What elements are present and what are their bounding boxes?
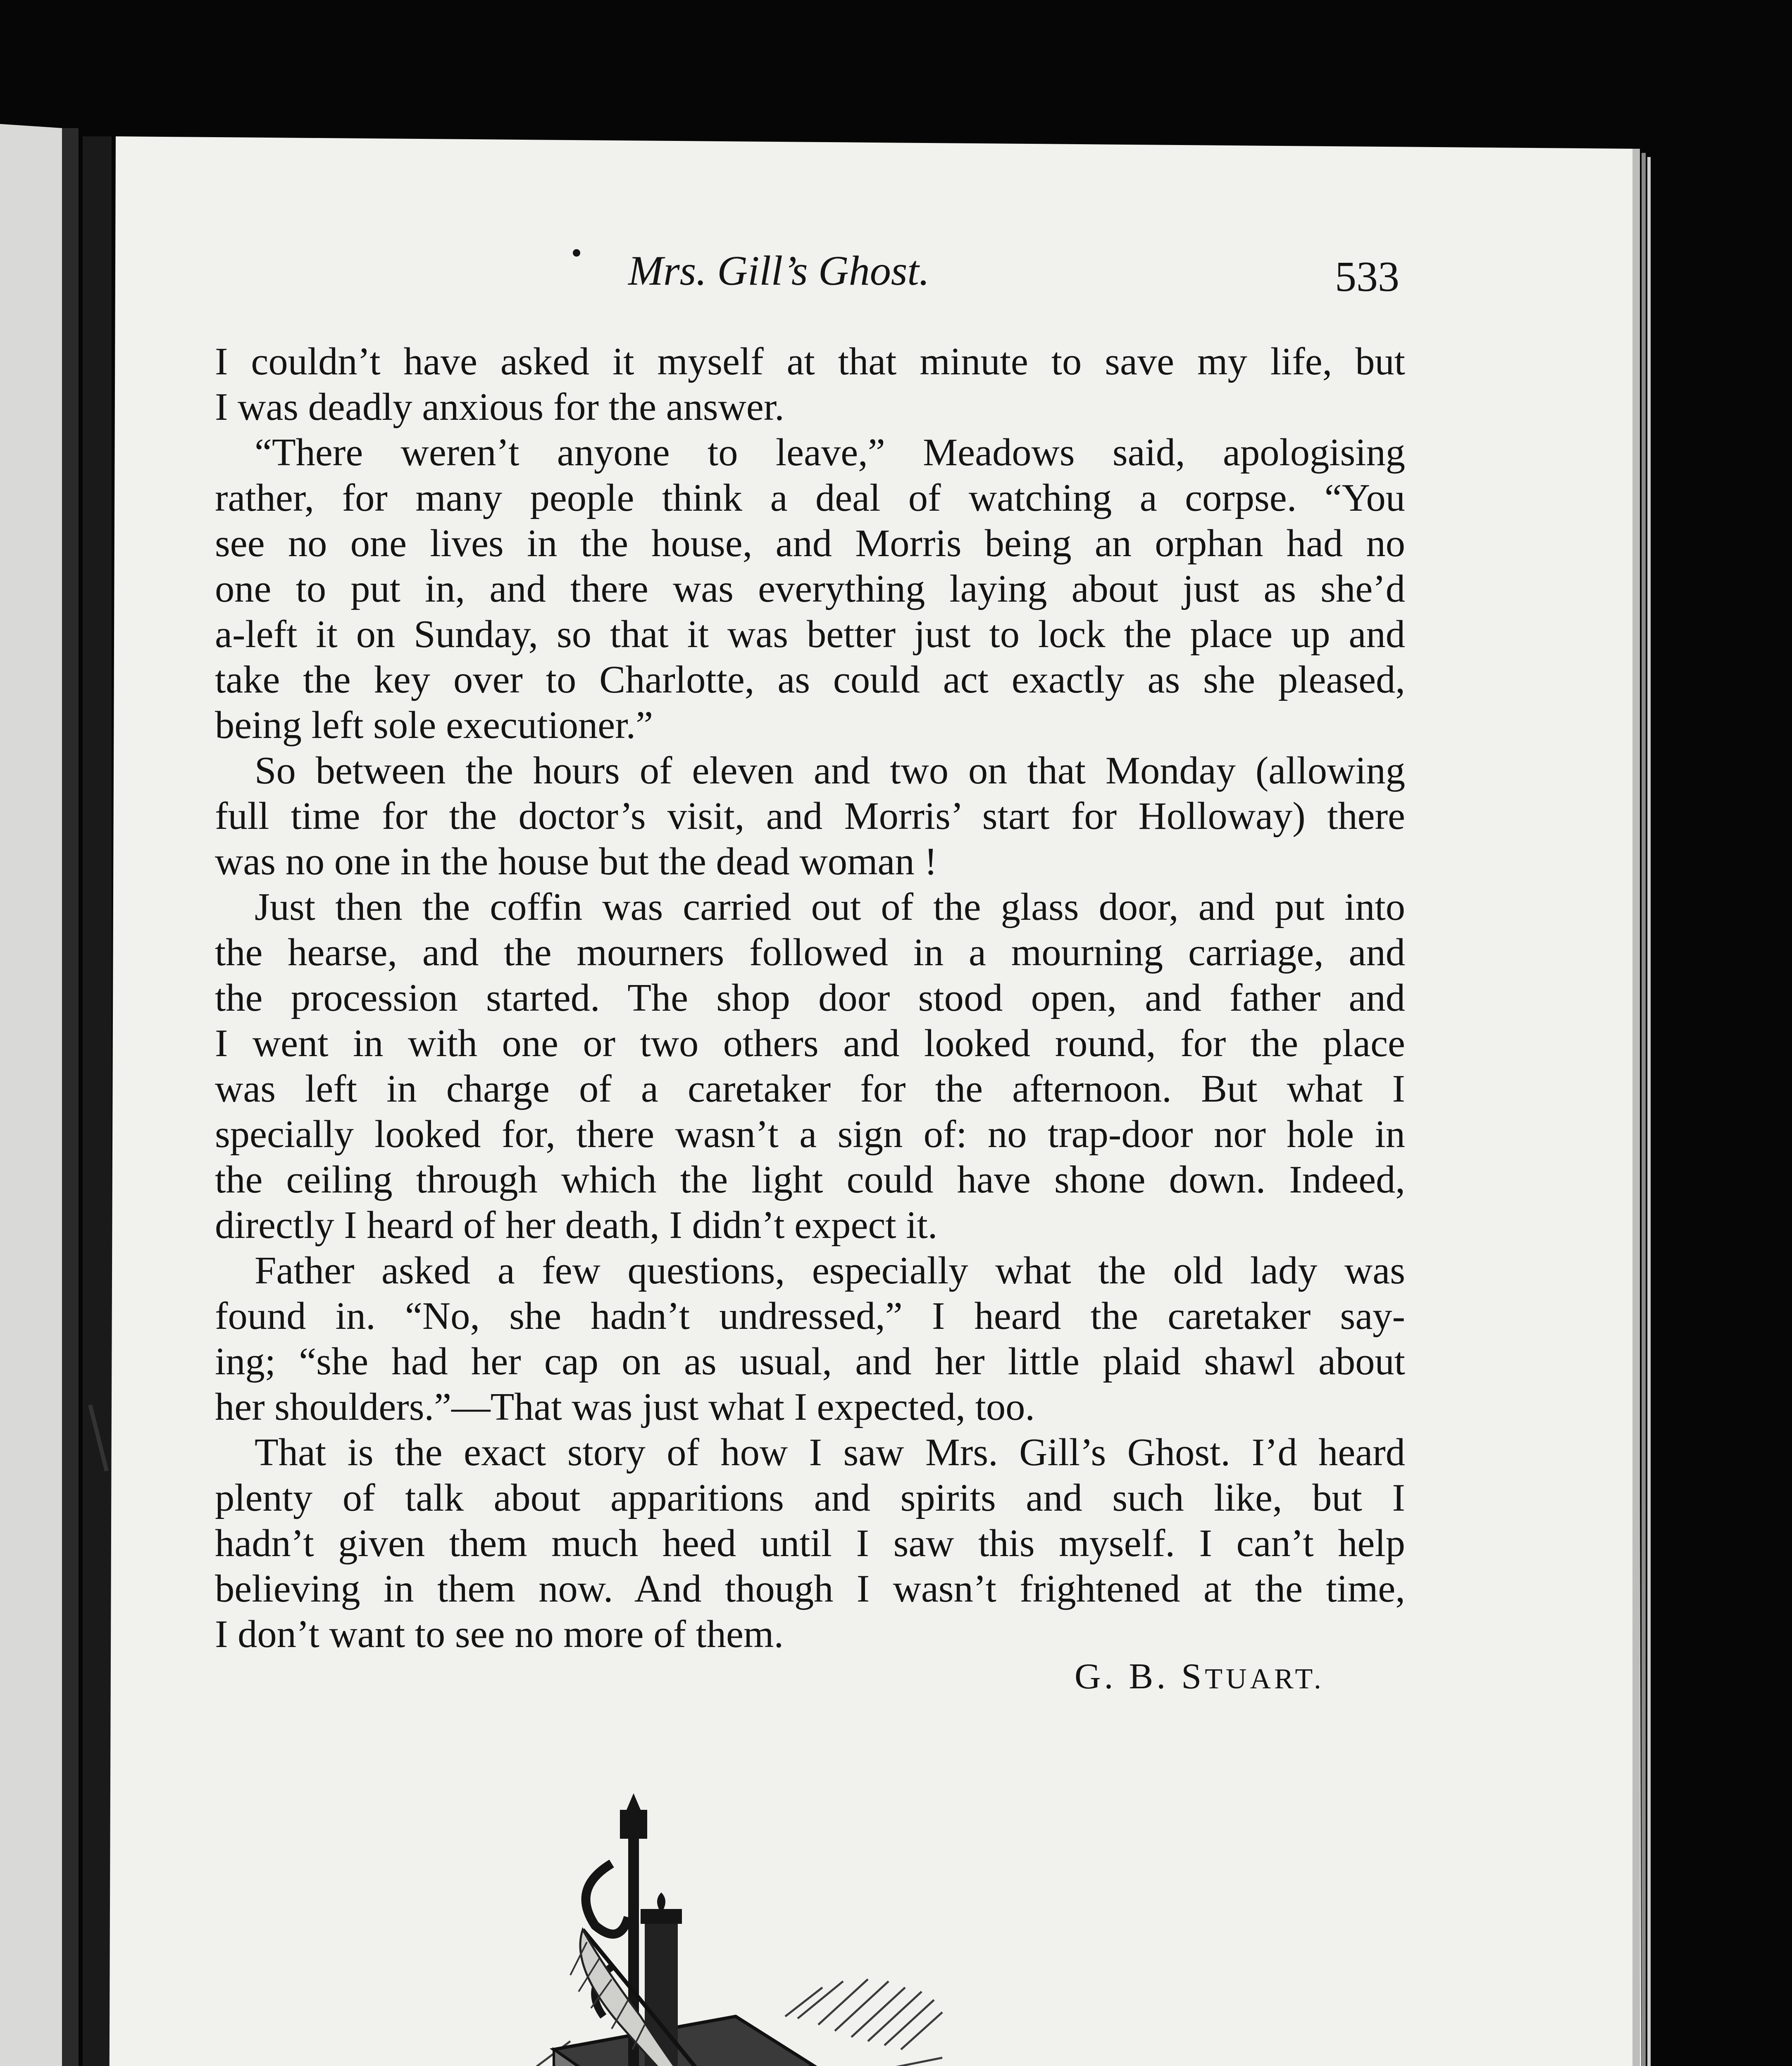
signature-surname: TUART. — [1205, 1663, 1325, 1695]
text-line: I couldn’t have asked it myself at that minute to save my life, but — [215, 340, 1405, 383]
text-line: So between the hours of eleven and two on that Monday (allowing — [255, 749, 1405, 792]
text-line: being left sole executioner.” — [215, 704, 653, 747]
text-line: one to put in, and there was everything laying about just as she’d — [215, 567, 1405, 610]
text-line: plenty of talk about apparitions and spirits and such like, but I — [215, 1476, 1405, 1519]
text-line: the hearse, and the mourners followed in a mourning carriage, and — [215, 931, 1405, 974]
text-line: was left in charge of a caretaker for the afternoon. But what I — [215, 1067, 1405, 1110]
text-line: “There weren’t anyone to leave,” Meadows said, apologising — [255, 431, 1405, 474]
text-line: I went in with one or two others and looked round, for the place — [215, 1022, 1405, 1065]
text-line: take the key over to Charlotte, as could act exactly as she pleased, — [215, 658, 1405, 701]
text-line: rather, for many people think a deal of watching a corpse. “You — [215, 476, 1405, 519]
author-signature — [1075, 1652, 1389, 1702]
text-line: the ceiling through which the light could have shone down. Indeed, — [215, 1158, 1405, 1201]
text-line: full time for the doctor’s visit, and Morris’ start for Holloway) there — [215, 795, 1405, 838]
text-line: the procession started. The shop door stood open, and father and — [215, 976, 1405, 1019]
text-line: I was deadly anxious for the answer. — [215, 386, 784, 428]
running-title: Mrs. Gill’s Ghost. — [628, 248, 930, 294]
text-line: hadn’t given them much heed until I saw this myself. I can’t help — [215, 1522, 1405, 1565]
text-line: That is the exact story of how I saw Mrs. Gill’s Ghost. I’d heard — [255, 1431, 1405, 1474]
text-line: was no one in the house but the dead woman ! — [215, 840, 937, 883]
books — [554, 2016, 814, 2066]
candlestick-quill-illustration — [446, 1793, 1124, 2066]
text-line: Father asked a few questions, especially what the old lady was — [255, 1249, 1405, 1292]
text-line: see no one lives in the house, and Morris being an orphan had no — [215, 522, 1405, 565]
previous-page-edge — [0, 124, 68, 2066]
text-line: specially looked for, there wasn’t a sign of: no trap-door nor hole in — [215, 1113, 1405, 1156]
text-line: her shoulders.”—That was just what I expected, too. — [215, 1385, 1035, 1428]
page-number: 533 — [1335, 253, 1399, 300]
text-line: directly I heard of her death, I didn’t expect it. — [215, 1204, 938, 1247]
text-line: I don’t want to see no more of them. — [215, 1613, 784, 1656]
text-line: found in. “No, she hadn’t undressed,” I heard the caretaker say- — [215, 1295, 1405, 1338]
signature-initials: G. B. S — [1075, 1657, 1205, 1697]
text-line: believing in them now. And though I wasn’t frightened at the time, — [215, 1567, 1405, 1610]
text-line: Just then the coffin was carried out of the glass door, and put into — [255, 885, 1405, 928]
text-line: a-left it on Sunday, so that it was better just to lock the place up and — [215, 613, 1405, 656]
story-text — [215, 339, 1405, 1657]
text-line: ing; “she had her cap on as usual, and her little plaid shawl about — [215, 1340, 1405, 1383]
